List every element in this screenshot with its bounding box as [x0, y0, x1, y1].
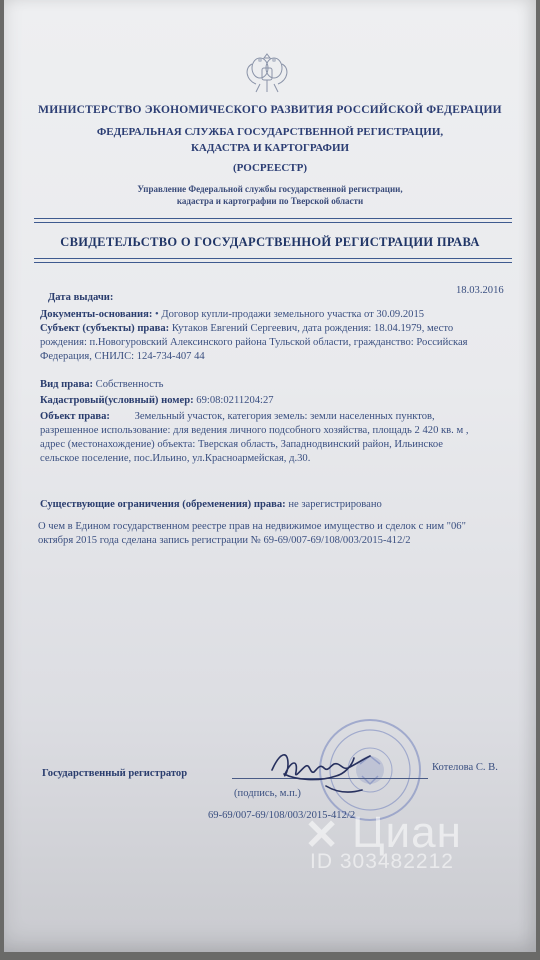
subject-label: Субъект (субъекты) права: [40, 323, 170, 334]
cadastral-row [40, 395, 274, 406]
subject-line3: Федерация, СНИЛС: 124-734-407 44 [40, 351, 205, 362]
right-type-value: Собственность [95, 379, 164, 390]
subject-row [40, 323, 453, 334]
office-heading-line1: Управление Федеральной службы государственной регистрации, [137, 184, 403, 194]
object-line3: адрес (местонахождение) объекта: Тверская область, Западнодвинский район, Ильинское [40, 439, 443, 450]
issue-date-label: Дата выдачи: [48, 292, 114, 303]
object-line4: сельское поселение, пос.Ильино, ул.Красноармейская, д.30. [40, 453, 311, 464]
signature-caption: (подпись, м.п.) [234, 788, 301, 799]
restrictions-label: Существующие ограничения (обременения) права: [40, 499, 286, 510]
issue-date-value: 18.03.2016 [456, 285, 504, 296]
object-line2: разрешенное использование: для ведения личного подсобного хозяйства, площадь 2 420 кв. м , [40, 425, 469, 436]
documents-label: Документы-основания: [40, 309, 153, 320]
subject-line2: рождения: п.Новогуровский Алексинского района Тульской области, гражданство: Российская [40, 337, 468, 348]
documents-row [40, 309, 424, 320]
watermark-id: ID 303482212 [310, 850, 454, 873]
record-number: 69-69/007-69/108/003/2015-412/2 [208, 810, 356, 821]
registry-line2: октября 2015 года сделана запись регистрации № 69-69/007-69/108/003/2015-412/2 [38, 535, 411, 546]
object-line1: Земельный участок, категория земель: земли населенных пунктов, [134, 411, 435, 422]
cadastral-label: Кадастровый(условный) номер: [40, 395, 194, 406]
divider-top-second [34, 222, 512, 223]
object-label: Объект права: [40, 411, 110, 422]
right-type-row [40, 379, 163, 390]
divider-title [34, 258, 512, 259]
watermark-brand: Циан [352, 808, 462, 857]
divider-title-second [34, 262, 512, 263]
object-row [40, 411, 435, 422]
registry-line1: О чем в Едином государственном реестре прав на недвижимое имущество и сделок с ним "06" [38, 521, 466, 532]
office-heading-line2: кадастра и картографии по Тверской области [176, 196, 364, 206]
subject-line1: Кутаков Евгений Сергеевич, дата рождения: 18.04.1979, место [171, 323, 454, 334]
watermark-logo-icon: ✕ [304, 811, 339, 858]
service-heading-line1: ФЕДЕРАЛЬНАЯ СЛУЖБА ГОСУДАРСТВЕННОЙ РЕГИСТРАЦИИ, [96, 126, 444, 138]
ministry-heading: МИНИСТЕРСТВО ЭКОНОМИЧЕСКОГО РАЗВИТИЯ РОССИЙСКОЙ ФЕДЕРАЦИИ [38, 104, 502, 116]
certificate-page [4, 0, 536, 952]
cadastral-value: 69:08:0211204:27 [196, 395, 274, 406]
registrar-name: Котелова С. В. [432, 762, 498, 773]
documents-value: • Договор купли-продажи земельного участка от 30.09.2015 [155, 309, 425, 320]
service-heading-line2: КАДАСТРА И КАРТОГРАФИИ [190, 142, 350, 154]
right-type-label: Вид права: [40, 379, 94, 390]
divider-top [34, 218, 512, 219]
restrictions-row [40, 499, 382, 510]
restrictions-value: не зарегистрировано [288, 499, 382, 510]
registrar-label: Государственный регистратор [42, 768, 188, 779]
emblem-icon [242, 50, 292, 96]
service-abbreviation: (РОСРЕЕСТР) [232, 162, 307, 174]
certificate-title: СВИДЕТЕЛЬСТВО О ГОСУДАРСТВЕННОЙ РЕГИСТРАЦИИ ПРАВА [60, 235, 480, 249]
